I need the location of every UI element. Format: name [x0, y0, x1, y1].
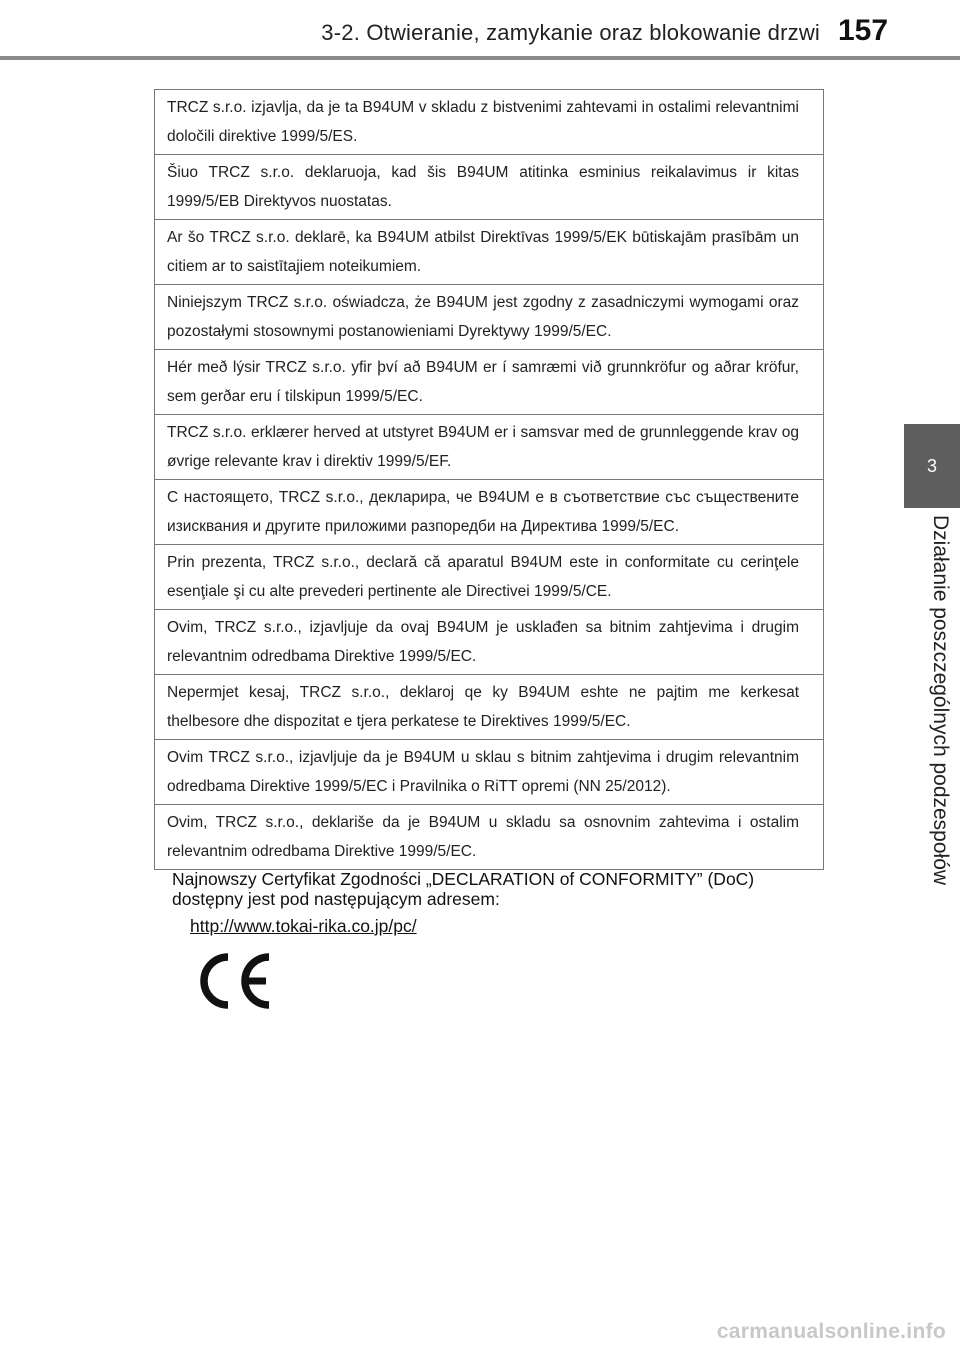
watermark: carmanualsonline.info	[716, 1320, 946, 1343]
chapter-side-label: Działanie poszczególnych podzespołów	[929, 515, 952, 886]
declaration-row-bulgarian: С настоящето, TRCZ s.r.o., декларира, че B94UM е в съответствие със съществените изисквания и другите приложими разпоредби на Директива 1999/5/ЕС.	[155, 480, 823, 545]
doc-note: Najnowszy Certyfikat Zgodności „DECLARATION of CONFORMITY” (DoC) dostępny jest pod następującym adresem:	[172, 869, 755, 909]
declaration-row-icelandic: Hér með lýsir TRCZ s.r.o. yfir því að B94UM er í samræmi við grunnkröfur og aðrar kröfur, sem gerðar eru í tilskipun 1999/5/EC.	[155, 350, 823, 415]
doc-url-link[interactable]: http://www.tokai-rika.co.jp/pc/	[190, 916, 417, 936]
declaration-row-bosnian: Ovim, TRCZ s.r.o., izjavljuje da ovaj B94UM je usklađen sa bitnim zahtjevima i drugim relevantnim odredbama Direktive 1999/5/EC.	[155, 610, 823, 675]
ce-mark-icon	[192, 952, 276, 1010]
header-title: 3-2. Otwieranie, zamykanie oraz blokowanie drzwi	[321, 20, 820, 45]
chapter-number: 3	[926, 455, 937, 476]
declaration-table	[154, 89, 824, 870]
declaration-row-norwegian: TRCZ s.r.o. erklærer herved at utstyret B94UM er i samsvar med de grunnleggende krav og øvrige relevante krav i direktiv 1999/5/EF.	[155, 415, 823, 480]
declaration-row-serbian: Ovim, TRCZ s.r.o., deklariše da je B94UM u skladu sa osnovnim zahtevima i ostalim relevantnim odredbama Direktive 1999/5/EC.	[155, 805, 823, 870]
page-number: 157	[838, 14, 889, 47]
declaration-row-slovenian: TRCZ s.r.o. izjavlja, da je ta B94UM v skladu z bistvenimi zahtevami in ostalimi relevantnimi določili direktive 1999/5/ES.	[155, 90, 823, 155]
chapter-tab	[904, 424, 960, 508]
declaration-row-polish: Niniejszym TRCZ s.r.o. oświadcza, że B94UM jest zgodny z zasadniczymi wymogami oraz pozostałymi stosownymi postanowieniami Dyrektywy 1999/5/EC.	[155, 285, 823, 350]
declaration-row-romanian: Prin prezenta, TRCZ s.r.o., declară că aparatul B94UM este in conformitate cu cerinţele esenţiale şi cu alte prevederi pertinente ale Directivei 1999/5/CE.	[155, 545, 823, 610]
declaration-row-latvian: Ar šo TRCZ s.r.o. deklarē, ka B94UM atbilst Direktīvas 1999/5/EK būtiskajām prasībām un citiem ar to saistītajiem noteikumiem.	[155, 220, 823, 285]
header-rule	[0, 56, 960, 60]
declaration-row-albanian: Nepermjet kesaj, TRCZ s.r.o., deklaroj qe ky B94UM eshte ne pajtim me kerkesat thelbesore dhe dispozitat e tjera perkatese te Direktives 1999/5/EC.	[155, 675, 823, 740]
declaration-row-lithuanian: Šiuo TRCZ s.r.o. deklaruoja, kad šis B94UM atitinka esminius reikalavimus ir kitas 1999/5/EB Direktyvos nuostatas.	[155, 155, 823, 220]
declaration-row-croatian: Ovim TRCZ s.r.o., izjavljuje da je B94UM u sklau s bitnim zahtjevima i drugim relevantnim odredbama Direktive 1999/5/EC i Pravilnika o RiTT opremi (NN 25/2012).	[155, 740, 823, 805]
